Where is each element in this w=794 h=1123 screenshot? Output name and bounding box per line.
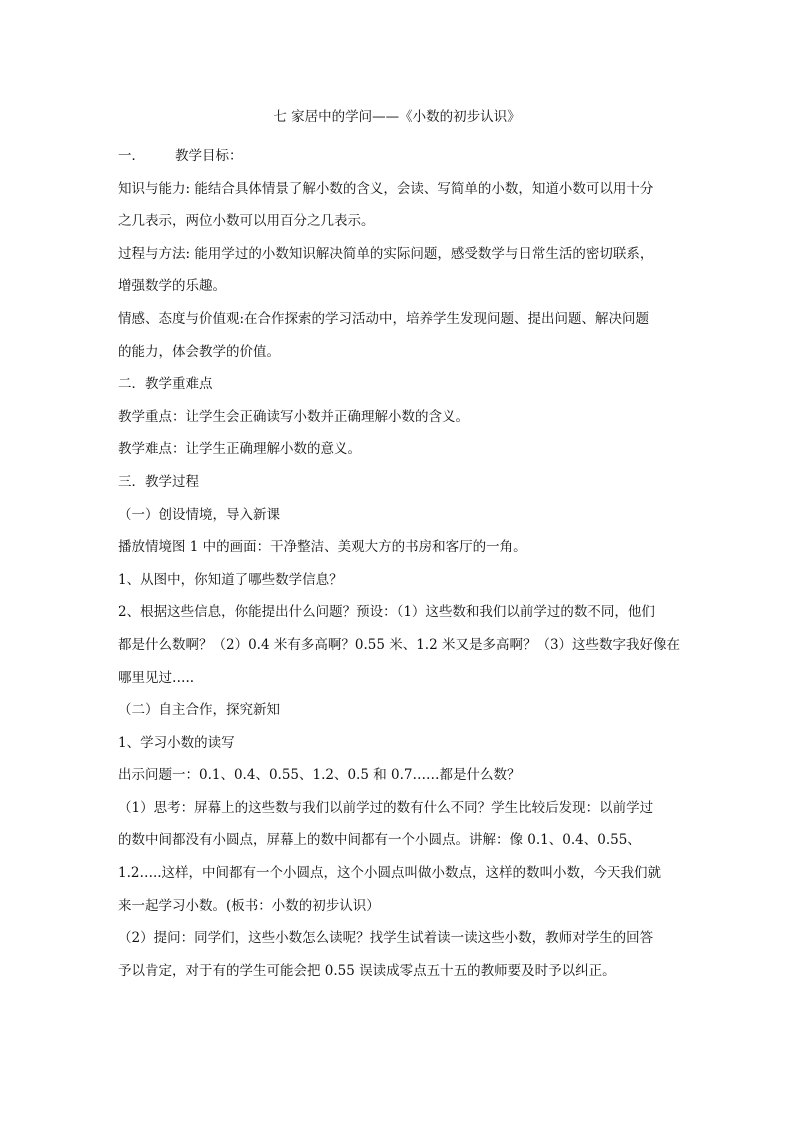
- paragraph-line: （2）提问：同学们，这些小数怎么读呢？找学生试着读一读这些小数，教师对学生的回答: [118, 930, 654, 947]
- paragraph-line: 教学难点：让学生正确理解小数的意义。: [118, 441, 361, 458]
- paragraph-line: 都是什么数啊？（2）0.4 米有多高啊？0.55 米、1.2 米又是多高啊？（3）这些数字我好像在: [118, 636, 681, 653]
- paragraph-line: 教学重点：让学生会正确读写小数并正确理解小数的含义。: [118, 408, 469, 425]
- paragraph-line: 哪里见过…..: [118, 669, 195, 686]
- paragraph-line: 之几表示，两位小数可以用百分之几表示。: [118, 213, 375, 230]
- paragraph-line: 过程与方法: 能用学过的小数知识解决简单的实际问题，感受数学与日常生活的密切联系，: [118, 245, 654, 262]
- document-title: 七 家居中的学问——《小数的初步认识》: [273, 109, 521, 125]
- paragraph-line: 1、学习小数的读写: [118, 734, 235, 751]
- paragraph-line: 来一起学习小数。(板书：小数的初步认识）: [118, 897, 380, 914]
- paragraph-line: 的数中间都没有小圆点，屏幕上的数中间都有一个小圆点。讲解：像 0.1、0.4、0.55、: [118, 832, 641, 849]
- paragraph-line: 知识与能力: 能结合具体情景了解小数的含义，会读、写简单的小数，知道小数可以用十分: [118, 180, 654, 197]
- paragraph-line: 的能力，体会教学的价值。: [118, 343, 280, 360]
- subsection-heading: （一）创设情境，导入新课: [118, 506, 280, 523]
- section-heading-process: 三．教学过程: [118, 473, 199, 490]
- section-label: 教学目标：: [175, 148, 243, 164]
- subsection-heading: （二）自主合作，探究新知: [118, 702, 280, 719]
- section-number: 一．: [118, 148, 145, 164]
- paragraph-line: 情感、态度与价值观:在合作探索的学习活动中，培养学生发现问题、提出问题、解决问题: [118, 310, 650, 327]
- paragraph-line: 1、从图中，你知道了哪些数学信息？: [118, 571, 343, 588]
- paragraph-line: 出示问题一：0.1、0.4、0.55、1.2、0.5 和 0.7……都是什么数？: [118, 767, 521, 784]
- paragraph-line: （1）思考：屏幕上的这些数与我们以前学过的数有什么不同？学生比较后发现：以前学过: [118, 799, 654, 816]
- paragraph-line: 予以肯定，对于有的学生可能会把 0.55 误读成零点五十五的教师要及时予以纠正。: [118, 962, 616, 979]
- section-heading-key-points: 二．教学重难点: [118, 376, 213, 393]
- section-heading-objectives: [118, 140, 678, 173]
- paragraph-line: 1.2…..这样，中间都有一个小圆点，这个小圆点叫做小数点，这样的数叫小数，今天我们就: [118, 865, 662, 882]
- paragraph-line: 增强数学的乐趣。: [118, 278, 226, 295]
- paragraph-line: 2、根据这些信息，你能提出什么问题？预设：（1）这些数和我们以前学过的数不同，他们: [118, 604, 655, 621]
- document-body: [118, 140, 681, 987]
- paragraph-line: 播放情境图 1 中的画面：干净整洁、美观大方的书房和客厅的一角。: [118, 539, 527, 556]
